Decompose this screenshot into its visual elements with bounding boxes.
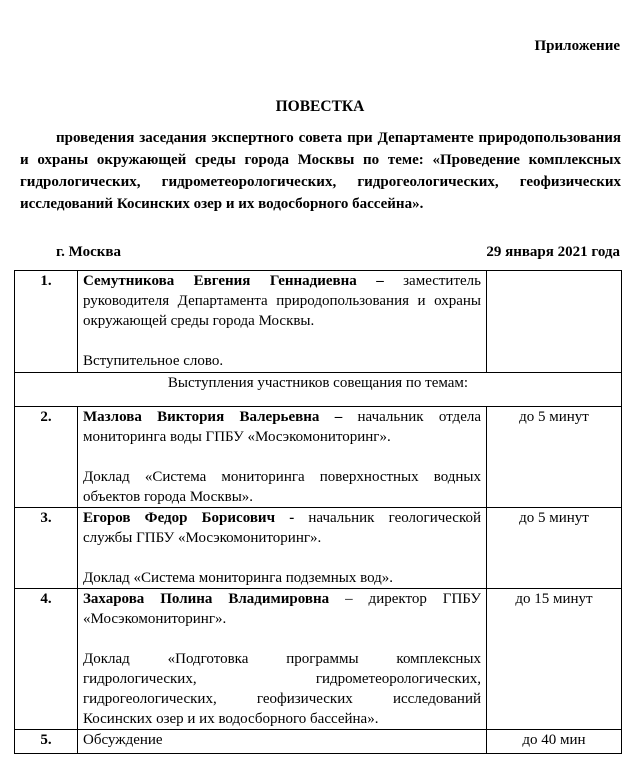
- section-heading: Выступления участников совещания по темам:: [15, 373, 622, 407]
- item-number: 2.: [15, 407, 78, 508]
- agenda-title: ПОВЕСТКА: [275, 98, 365, 115]
- item-number: 3.: [15, 508, 78, 589]
- item-duration: [487, 271, 622, 373]
- report-title: Доклад «Подготовка программы комплексных гидрологических, гидрометеорологических, гидрогеологических, геофизических исследований Косинских озер и их водосборного бассейна».: [83, 651, 481, 727]
- item-content: [78, 589, 487, 730]
- agenda-row: [15, 589, 622, 730]
- appendix-label: Приложение: [534, 38, 620, 54]
- report-title: Доклад «Система мониторинга подземных вод».: [83, 570, 394, 586]
- speaker-name: Захарова Полина Владимировна: [83, 591, 330, 607]
- agenda-row: [15, 730, 622, 754]
- report-title: Доклад «Система мониторинга поверхностных водных объектов города Москвы».: [83, 469, 481, 505]
- speaker-role: начальник отдела мониторинга воды ГПБУ «Мосэкомониторинг».: [83, 409, 481, 445]
- agenda-row: [15, 271, 622, 373]
- meeting-date: 29 января 2021 года: [486, 244, 620, 260]
- speech-topic: Вступительное слово.: [83, 353, 224, 369]
- speaker-role: начальник геологической службы ГПБУ «Мосэкомониторинг».: [83, 510, 482, 546]
- speaker-name: Егоров Федор Борисович -: [83, 510, 295, 526]
- item-content: [78, 407, 487, 508]
- discussion-label: Обсуждение: [83, 732, 163, 748]
- intro-text: проведения заседания экспертного совета при Департаменте природопользования и охраны окружающей среды города Москвы по теме: «Проведение комплексных гидрологических, гидрометеорологических, гидрогеологических, геофизических исследований Косинских озер и их водосборного бассейна».: [20, 130, 621, 212]
- item-content: [78, 271, 487, 373]
- agenda-table: [14, 270, 622, 754]
- item-content: [78, 730, 487, 754]
- section-row: [15, 373, 622, 407]
- item-content: [78, 508, 487, 589]
- agenda-intro: [20, 127, 621, 215]
- speaker-role: – директор ГПБУ «Мосэкомониторинг».: [83, 591, 481, 627]
- agenda-row: [15, 508, 622, 589]
- item-duration: до 40 мин: [487, 730, 622, 754]
- item-duration: до 15 минут: [487, 589, 622, 730]
- item-duration: до 5 минут: [487, 407, 622, 508]
- meeting-city: г. Москва: [56, 244, 121, 260]
- meeting-meta: [56, 244, 620, 261]
- speaker-role: заместитель руководителя Департамента природопользования и охраны окружающей среды города Москвы.: [83, 273, 481, 329]
- item-number: 5.: [15, 730, 78, 754]
- item-number: 4.: [15, 589, 78, 730]
- item-duration: до 5 минут: [487, 508, 622, 589]
- agenda-row: [15, 407, 622, 508]
- speaker-name: Мазлова Виктория Валерьевна –: [83, 409, 343, 425]
- item-number: 1.: [15, 271, 78, 373]
- speaker-name: Семутникова Евгения Геннадиевна –: [83, 273, 384, 289]
